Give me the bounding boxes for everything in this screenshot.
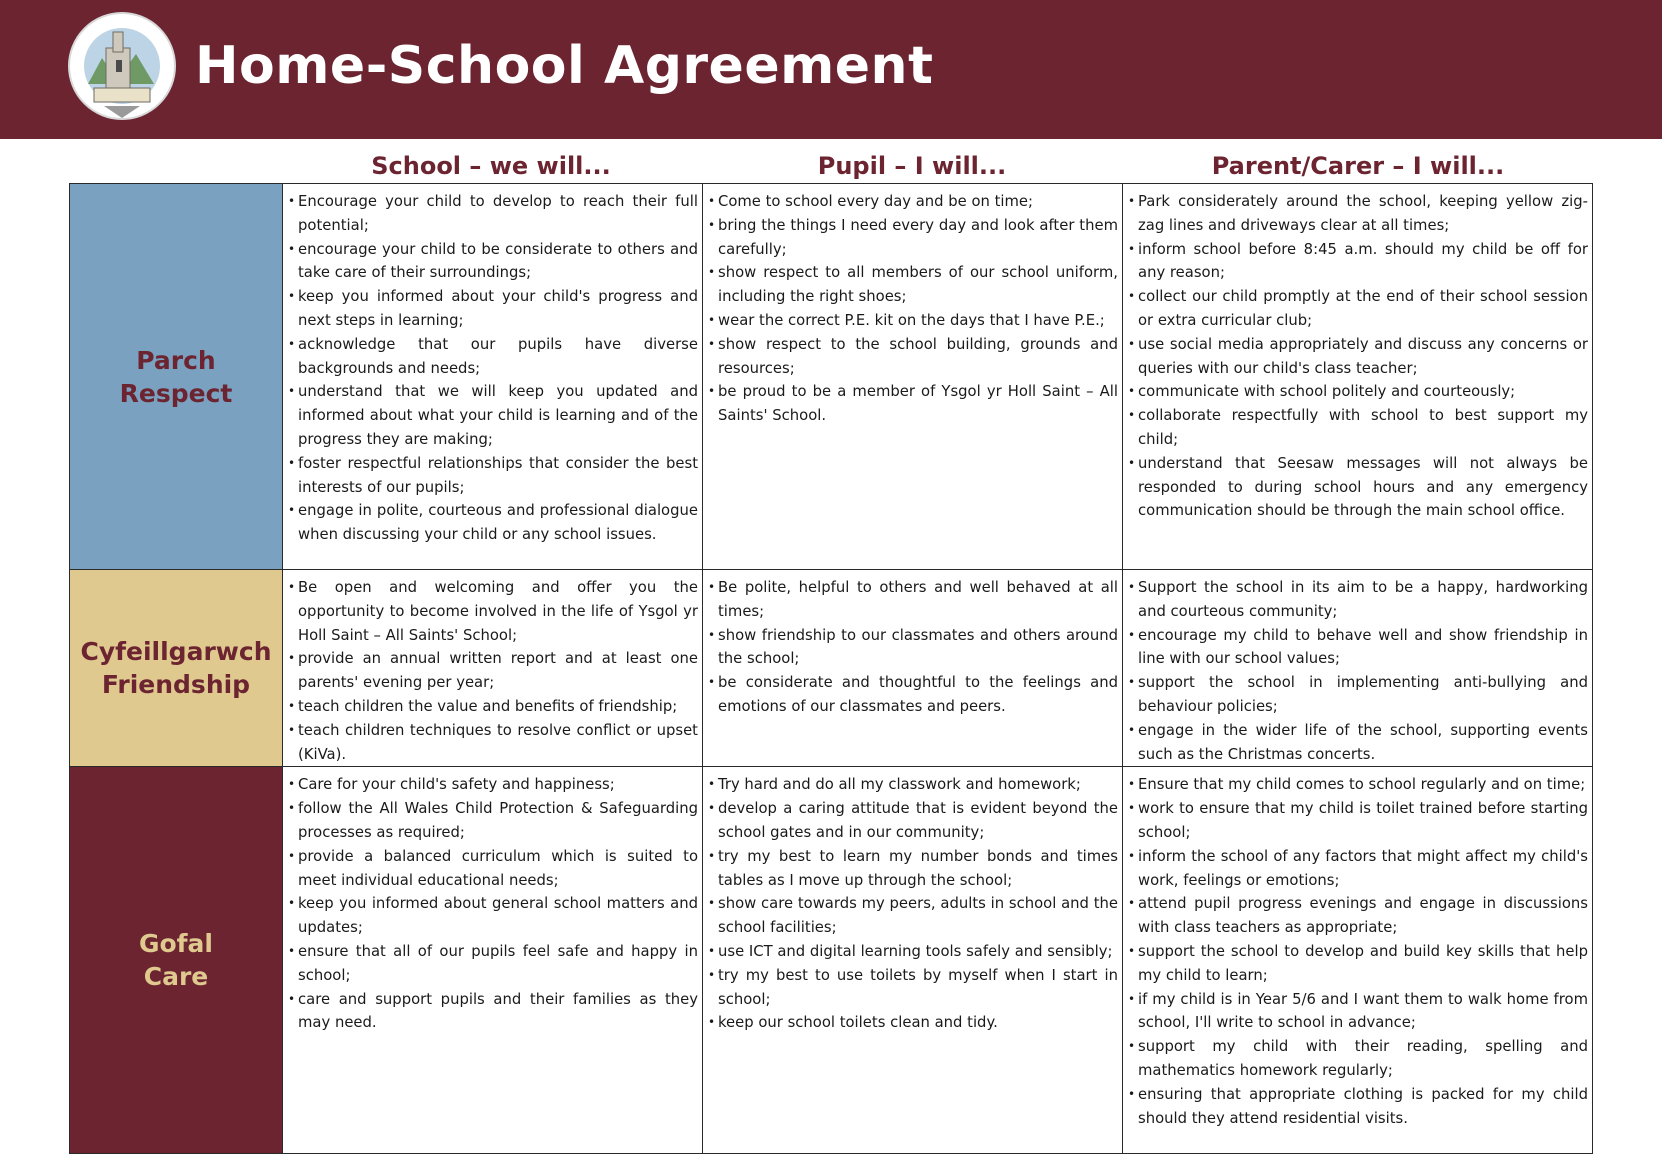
cell-pupil-care <box>703 767 1123 1154</box>
row-label-care <box>70 767 283 1154</box>
list-item: • engage in the wider life of the school, supporting events such as the Christmas concerts. <box>1128 719 1588 767</box>
list-item: • be considerate and thoughtful to the feelings and emotions of our classmates and peers. <box>708 671 1118 719</box>
row-friendship <box>70 570 1593 767</box>
list-item: • collect our child promptly at the end of their school session or extra curricular club; <box>1128 285 1588 333</box>
list-item: • ensuring that appropriate clothing is packed for my child should they attend residential visits. <box>1128 1083 1588 1131</box>
list-item: • Care for your child's safety and happiness; <box>288 773 698 797</box>
list-item: • teach children the value and benefits of friendship; <box>288 695 698 719</box>
list-item: • communicate with school politely and courteously; <box>1128 380 1588 404</box>
list-item: • Be polite, helpful to others and well behaved at all times; <box>708 576 1118 624</box>
list-item: • be proud to be a member of Ysgol yr Holl Saint – All Saints' School. <box>708 380 1118 428</box>
cell-school-friendship <box>283 570 703 767</box>
list-item: • care and support pupils and their families as they may need. <box>288 988 698 1036</box>
list-item: • keep you informed about general school matters and updates; <box>288 892 698 940</box>
column-header-pupil: Pupil – I will... <box>817 152 1007 180</box>
page-title: Home-School Agreement <box>195 36 934 96</box>
list-item: • provide a balanced curriculum which is suited to meet individual educational needs; <box>288 845 698 893</box>
cell-pupil-respect <box>703 184 1123 570</box>
row-label-english: Care <box>143 962 209 992</box>
list-item: • foster respectful relationships that consider the best interests of our pupils; <box>288 452 698 500</box>
list-item: • use ICT and digital learning tools safely and sensibly; <box>708 940 1118 964</box>
list-item: • try my best to learn my number bonds and times tables as I move up through the school; <box>708 845 1118 893</box>
row-respect <box>70 184 1593 570</box>
list-item: • understand that Seesaw messages will not always be responded to during school hours and any emergency communication should be through the main school office. <box>1128 452 1588 523</box>
list-item: • ensure that all of our pupils feel safe and happy in school; <box>288 940 698 988</box>
row-label-english: Respect <box>119 378 233 408</box>
list-item: • Support the school in its aim to be a happy, hardworking and courteous community; <box>1128 576 1588 624</box>
list-item: • collaborate respectfully with school to best support my child; <box>1128 404 1588 452</box>
column-header-parent: Parent/Carer – I will... <box>1211 152 1505 180</box>
list-item: • inform the school of any factors that might affect my child's work, feelings or emotions; <box>1128 845 1588 893</box>
list-item: • support the school in implementing anti-bullying and behaviour policies; <box>1128 671 1588 719</box>
list-item: • wear the correct P.E. kit on the days that I have P.E.; <box>708 309 1118 333</box>
row-label-english: Friendship <box>101 670 251 700</box>
agreement-table <box>69 183 1593 1154</box>
list-item: • show respect to the school building, grounds and resources; <box>708 333 1118 381</box>
row-label-respect <box>70 184 283 570</box>
cell-school-care <box>283 767 703 1154</box>
list-item: • use social media appropriately and discuss any concerns or queries with our child's class teacher; <box>1128 333 1588 381</box>
list-item: • Be open and welcoming and offer you the opportunity to become involved in the life of Ysgol yr Holl Saint – All Saints' School; <box>288 576 698 647</box>
list-item: • inform school before 8:45 a.m. should my child be off for any reason; <box>1128 238 1588 286</box>
row-label-welsh: Cyfeillgarwch <box>80 637 272 667</box>
list-item: • if my child is in Year 5/6 and I want them to walk home from school, I'll write to school in advance; <box>1128 988 1588 1036</box>
list-item: • keep you informed about your child's progress and next steps in learning; <box>288 285 698 333</box>
list-item: • develop a caring attitude that is evident beyond the school gates and in our community; <box>708 797 1118 845</box>
cell-parent-friendship <box>1123 570 1593 767</box>
row-label-welsh: Parch <box>136 345 216 375</box>
header-banner <box>0 0 1662 139</box>
list-item: • show care towards my peers, adults in school and the school facilities; <box>708 892 1118 940</box>
list-item: • work to ensure that my child is toilet trained before starting school; <box>1128 797 1588 845</box>
list-item: • show respect to all members of our school uniform, including the right shoes; <box>708 261 1118 309</box>
cell-pupil-friendship <box>703 570 1123 767</box>
row-care <box>70 767 1593 1154</box>
list-item: • attend pupil progress evenings and engage in discussions with class teachers as appropriate; <box>1128 892 1588 940</box>
list-item: • Encourage your child to develop to reach their full potential; <box>288 190 698 238</box>
list-item: • bring the things I need every day and look after them carefully; <box>708 214 1118 262</box>
list-item: • provide an annual written report and at least one parents' evening per year; <box>288 647 698 695</box>
row-label-welsh: Gofal <box>138 929 213 959</box>
cell-parent-respect <box>1123 184 1593 570</box>
list-item: • encourage my child to behave well and show friendship in line with our school values; <box>1128 624 1588 672</box>
list-item: • engage in polite, courteous and professional dialogue when discussing your child or any school issues. <box>288 499 698 547</box>
list-item: • Park considerately around the school, keeping yellow zig-zag lines and driveways clear at all times; <box>1128 190 1588 238</box>
list-item: • keep our school toilets clean and tidy. <box>708 1011 1118 1035</box>
list-item: • Try hard and do all my classwork and homework; <box>708 773 1118 797</box>
list-item: • Come to school every day and be on time; <box>708 190 1118 214</box>
cell-school-respect <box>283 184 703 570</box>
list-item: • follow the All Wales Child Protection & Safeguarding processes as required; <box>288 797 698 845</box>
row-label-friendship <box>70 570 283 767</box>
list-item: • acknowledge that our pupils have diverse backgrounds and needs; <box>288 333 698 381</box>
school-logo <box>66 10 178 126</box>
list-item: • understand that we will keep you updated and informed about what your child is learning and of the progress they are making; <box>288 380 698 451</box>
list-item: • encourage your child to be considerate to others and take care of their surroundings; <box>288 238 698 286</box>
list-item: • teach children techniques to resolve conflict or upset (KiVa). <box>288 719 698 767</box>
cell-parent-care <box>1123 767 1593 1154</box>
column-header-school: School – we will... <box>371 152 611 180</box>
list-item: • Ensure that my child comes to school regularly and on time; <box>1128 773 1588 797</box>
list-item: • support my child with their reading, spelling and mathematics homework regularly; <box>1128 1035 1588 1083</box>
list-item: • support the school to develop and build key skills that help my child to learn; <box>1128 940 1588 988</box>
list-item: • try my best to use toilets by myself when I start in school; <box>708 964 1118 1012</box>
list-item: • show friendship to our classmates and others around the school; <box>708 624 1118 672</box>
